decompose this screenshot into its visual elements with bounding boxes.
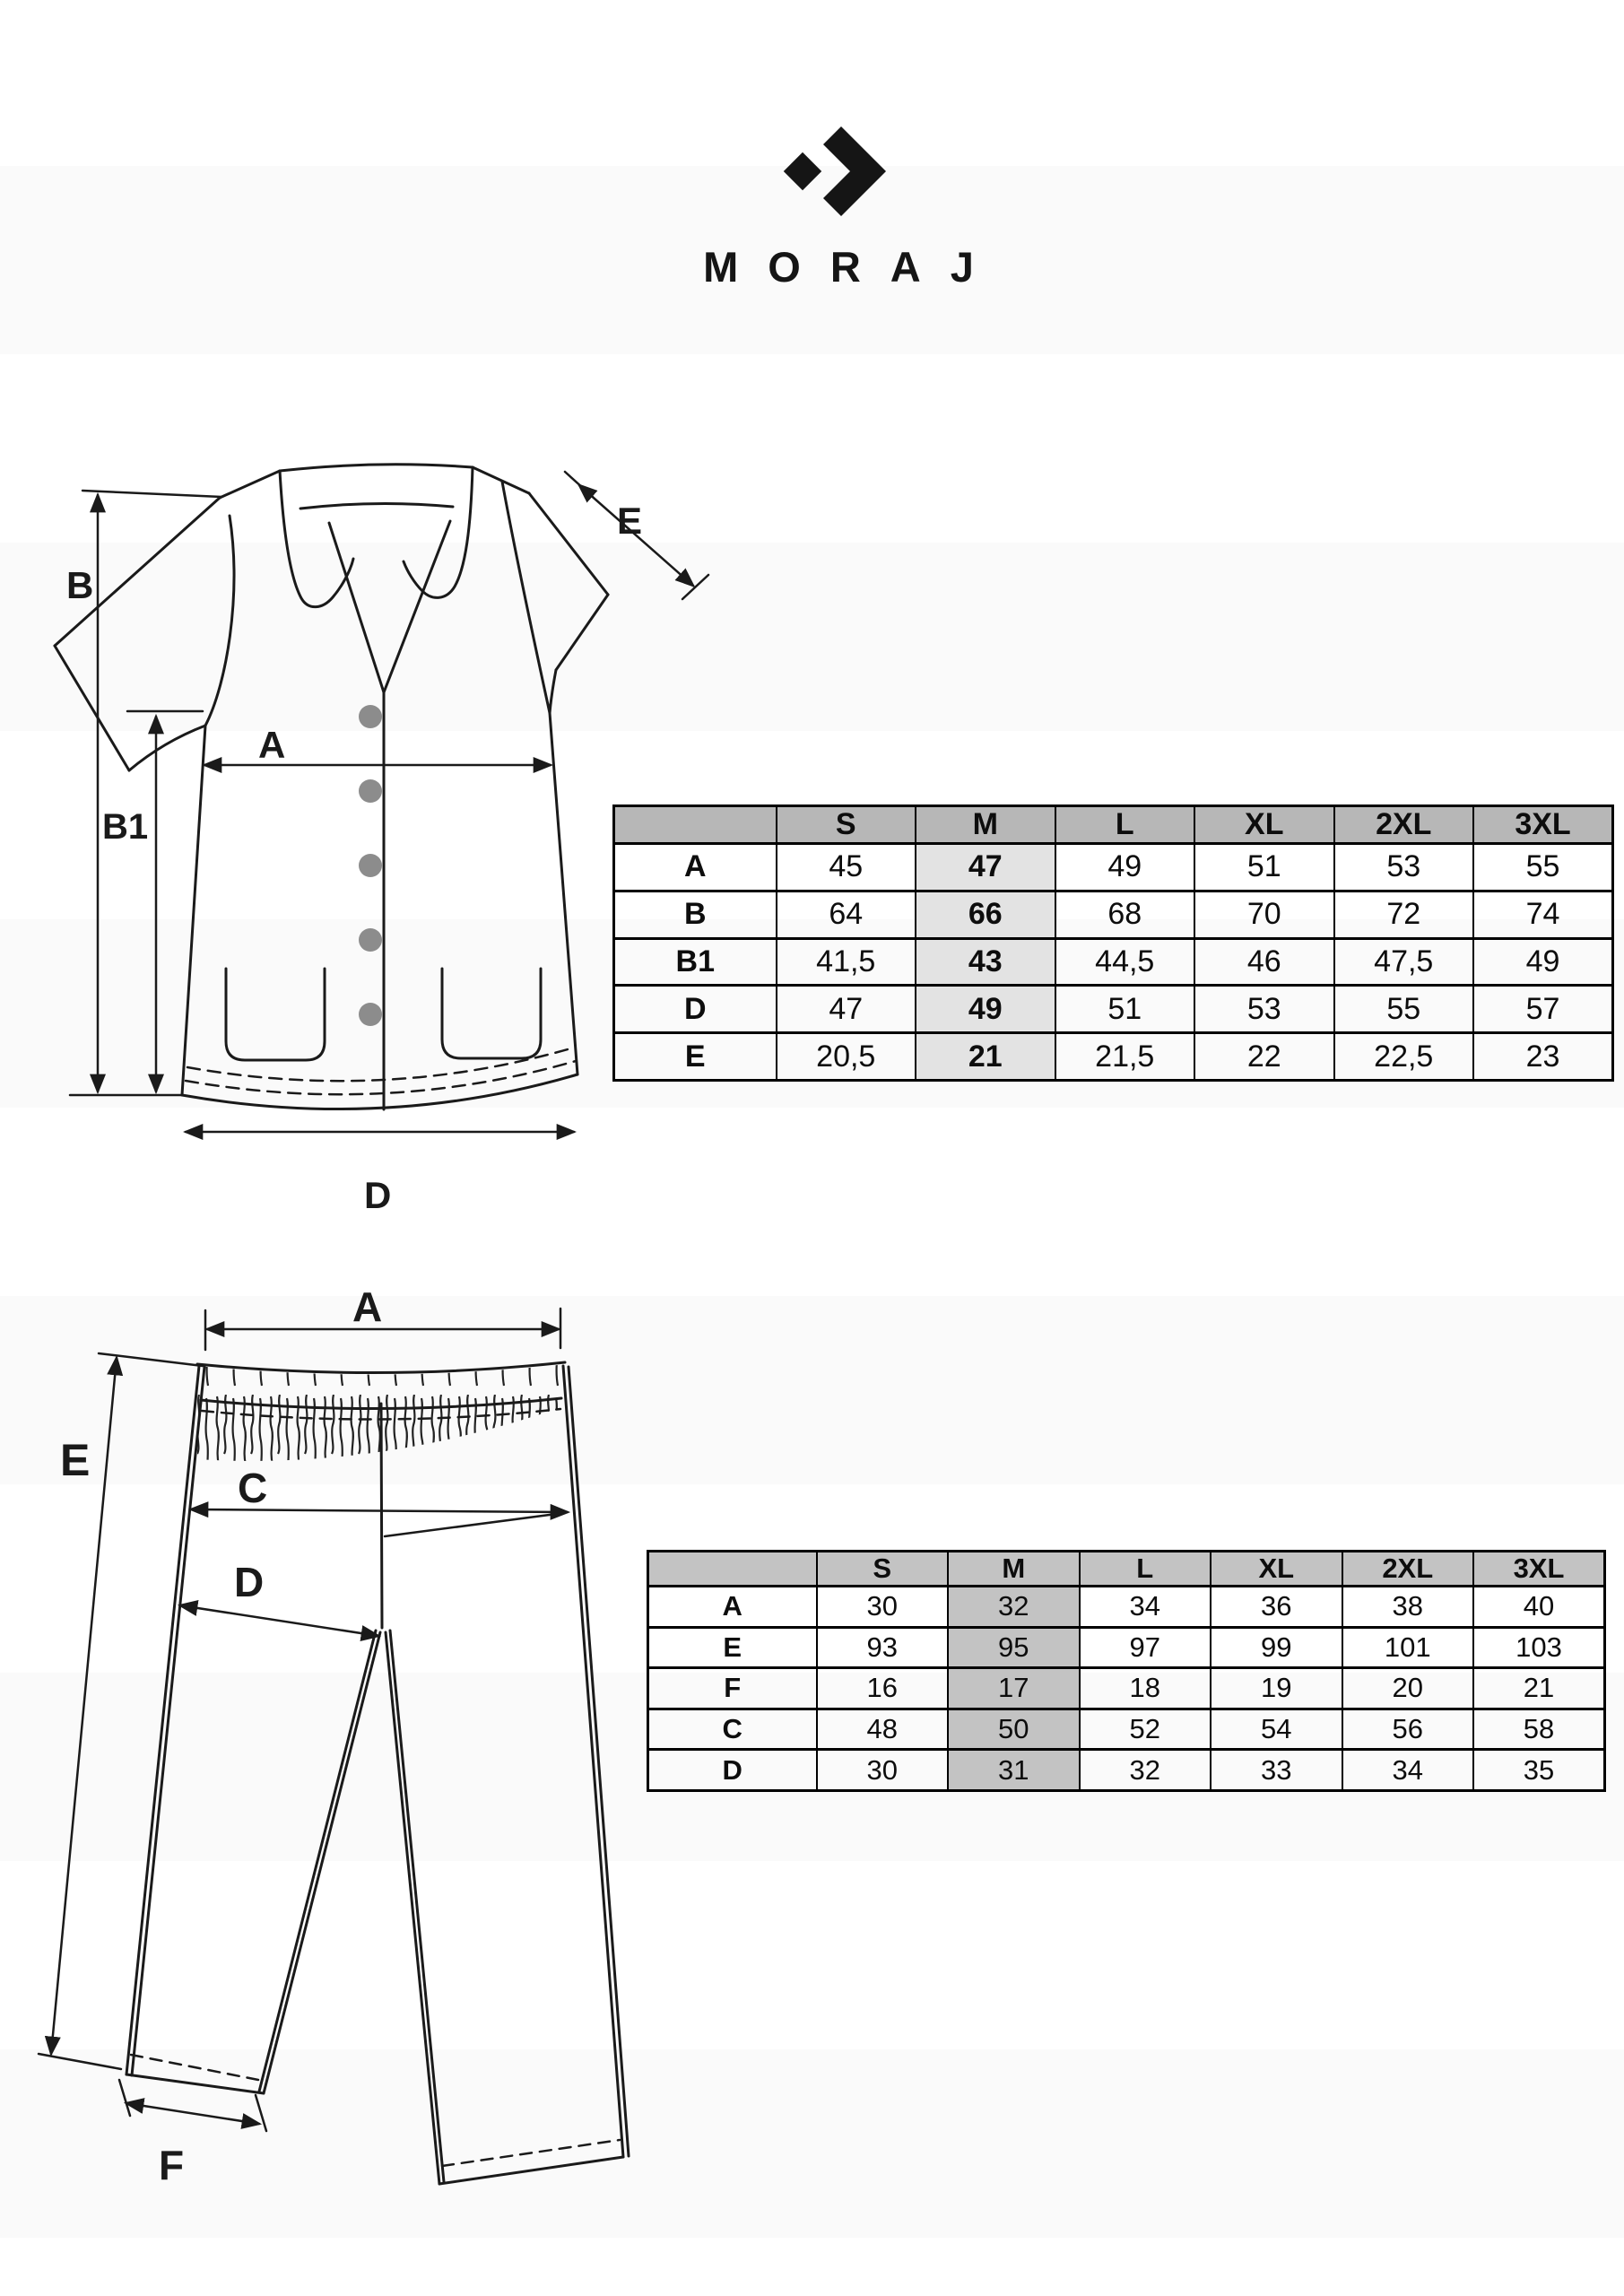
shirt-size-table: [612, 804, 1614, 1082]
size-column-header: L: [1080, 1552, 1211, 1587]
size-value-cell: 52: [1080, 1709, 1211, 1750]
size-value-cell: 95: [948, 1627, 1080, 1668]
size-value-cell: 51: [1055, 986, 1195, 1033]
size-column-header: L: [1055, 806, 1195, 844]
size-value-cell: 41,5: [777, 938, 916, 986]
size-value-cell: 53: [1194, 986, 1334, 1033]
size-value-cell: 17: [948, 1668, 1080, 1709]
size-value-cell: 97: [1080, 1627, 1211, 1668]
pants-measurement-diagram: [22, 1287, 659, 2220]
size-value-cell: 21: [916, 1033, 1055, 1081]
size-value-cell: 20: [1342, 1668, 1474, 1709]
size-column-header: 3XL: [1473, 1552, 1605, 1587]
size-value-cell: 49: [1473, 938, 1613, 986]
shirt-dim-B1-label: B1: [102, 807, 149, 847]
size-value-cell: 101: [1342, 1627, 1474, 1668]
size-value-cell: 68: [1055, 891, 1195, 938]
size-value-cell: 33: [1211, 1750, 1342, 1791]
size-value-cell: 57: [1473, 986, 1613, 1033]
size-value-cell: 22: [1194, 1033, 1334, 1081]
dimension-row-label: F: [648, 1668, 817, 1709]
size-value-cell: 40: [1473, 1587, 1605, 1628]
size-value-cell: 34: [1080, 1587, 1211, 1628]
size-value-cell: 49: [1055, 844, 1195, 891]
pants-dim-D-label: D: [234, 1559, 265, 1605]
dimension-row-label: B: [614, 891, 777, 938]
size-column-header: M: [916, 806, 1055, 844]
size-value-cell: 54: [1211, 1709, 1342, 1750]
size-value-cell: 36: [1211, 1587, 1342, 1628]
size-value-cell: 38: [1342, 1587, 1474, 1628]
size-value-cell: 66: [916, 891, 1055, 938]
dimension-row-label: D: [648, 1750, 817, 1791]
size-value-cell: 21,5: [1055, 1033, 1195, 1081]
waistband-gathering: [193, 1359, 574, 1475]
size-value-cell: 45: [777, 844, 916, 891]
size-value-cell: 49: [916, 986, 1055, 1033]
size-value-cell: 47,5: [1334, 938, 1474, 986]
dimension-row-label: D: [614, 986, 777, 1033]
size-value-cell: 50: [948, 1709, 1080, 1750]
size-value-cell: 51: [1194, 844, 1334, 891]
brand-logo: [650, 115, 1027, 291]
size-column-header: XL: [1194, 806, 1334, 844]
size-value-cell: 93: [817, 1627, 949, 1668]
dimension-row-label: C: [648, 1709, 817, 1750]
size-value-cell: 34: [1342, 1750, 1474, 1791]
size-value-cell: 32: [948, 1587, 1080, 1628]
size-value-cell: 44,5: [1055, 938, 1195, 986]
size-value-cell: 21: [1473, 1668, 1605, 1709]
size-value-cell: 70: [1194, 891, 1334, 938]
size-value-cell: 55: [1473, 844, 1613, 891]
dimension-row-label: A: [614, 844, 777, 891]
size-value-cell: 31: [948, 1750, 1080, 1791]
shirt-dim-B-label: B: [66, 564, 94, 606]
dimension-row-label: A: [648, 1587, 817, 1628]
brand-name: MORAJ: [703, 243, 1003, 291]
pants-dim-A-label: A: [352, 1287, 383, 1330]
size-value-cell: 16: [817, 1668, 949, 1709]
size-value-cell: 56: [1342, 1709, 1474, 1750]
size-value-cell: 48: [817, 1709, 949, 1750]
pants-dim-F-arrow: [126, 2103, 259, 2124]
size-value-cell: 18: [1080, 1668, 1211, 1709]
corner-cell: [614, 806, 777, 844]
size-column-header: S: [777, 806, 916, 844]
size-value-cell: 35: [1473, 1750, 1605, 1791]
shirt-dim-D-label: D: [364, 1174, 392, 1215]
size-value-cell: 72: [1334, 891, 1474, 938]
size-value-cell: 64: [777, 891, 916, 938]
size-value-cell: 46: [1194, 938, 1334, 986]
shirt-dim-A-label: A: [258, 724, 286, 766]
size-column-header: XL: [1211, 1552, 1342, 1587]
dimension-row-label: B1: [614, 938, 777, 986]
size-column-header: S: [817, 1552, 949, 1587]
size-value-cell: 74: [1473, 891, 1613, 938]
pants-size-table: [647, 1550, 1606, 1792]
size-value-cell: 58: [1473, 1709, 1605, 1750]
size-value-cell: 47: [916, 844, 1055, 891]
size-value-cell: 30: [817, 1587, 949, 1628]
pants-dim-F-label: F: [159, 2142, 185, 2188]
size-column-header: M: [948, 1552, 1080, 1587]
size-value-cell: 23: [1473, 1033, 1613, 1081]
size-column-header: 2XL: [1342, 1552, 1474, 1587]
size-value-cell: 53: [1334, 844, 1474, 891]
corner-cell: [648, 1552, 817, 1587]
dimension-row-label: E: [648, 1627, 817, 1668]
size-value-cell: 19: [1211, 1668, 1342, 1709]
size-column-header: 2XL: [1334, 806, 1474, 844]
size-value-cell: 22,5: [1334, 1033, 1474, 1081]
size-value-cell: 43: [916, 938, 1055, 986]
size-value-cell: 47: [777, 986, 916, 1033]
dimension-row-label: E: [614, 1033, 777, 1081]
size-value-cell: 99: [1211, 1627, 1342, 1668]
shirt-dim-E-label: E: [617, 500, 643, 542]
size-value-cell: 32: [1080, 1750, 1211, 1791]
size-column-header: 3XL: [1473, 806, 1613, 844]
pants-dim-C-label: C: [238, 1465, 268, 1511]
size-value-cell: 103: [1473, 1627, 1605, 1668]
diamond-chevron-icon: [782, 115, 895, 228]
size-value-cell: 30: [817, 1750, 949, 1791]
button-dots: [359, 705, 382, 1026]
pants-dim-D-arrow: [180, 1605, 378, 1636]
pants-dim-E-label: E: [60, 1435, 91, 1485]
size-value-cell: 55: [1334, 986, 1474, 1033]
size-value-cell: 20,5: [777, 1033, 916, 1081]
